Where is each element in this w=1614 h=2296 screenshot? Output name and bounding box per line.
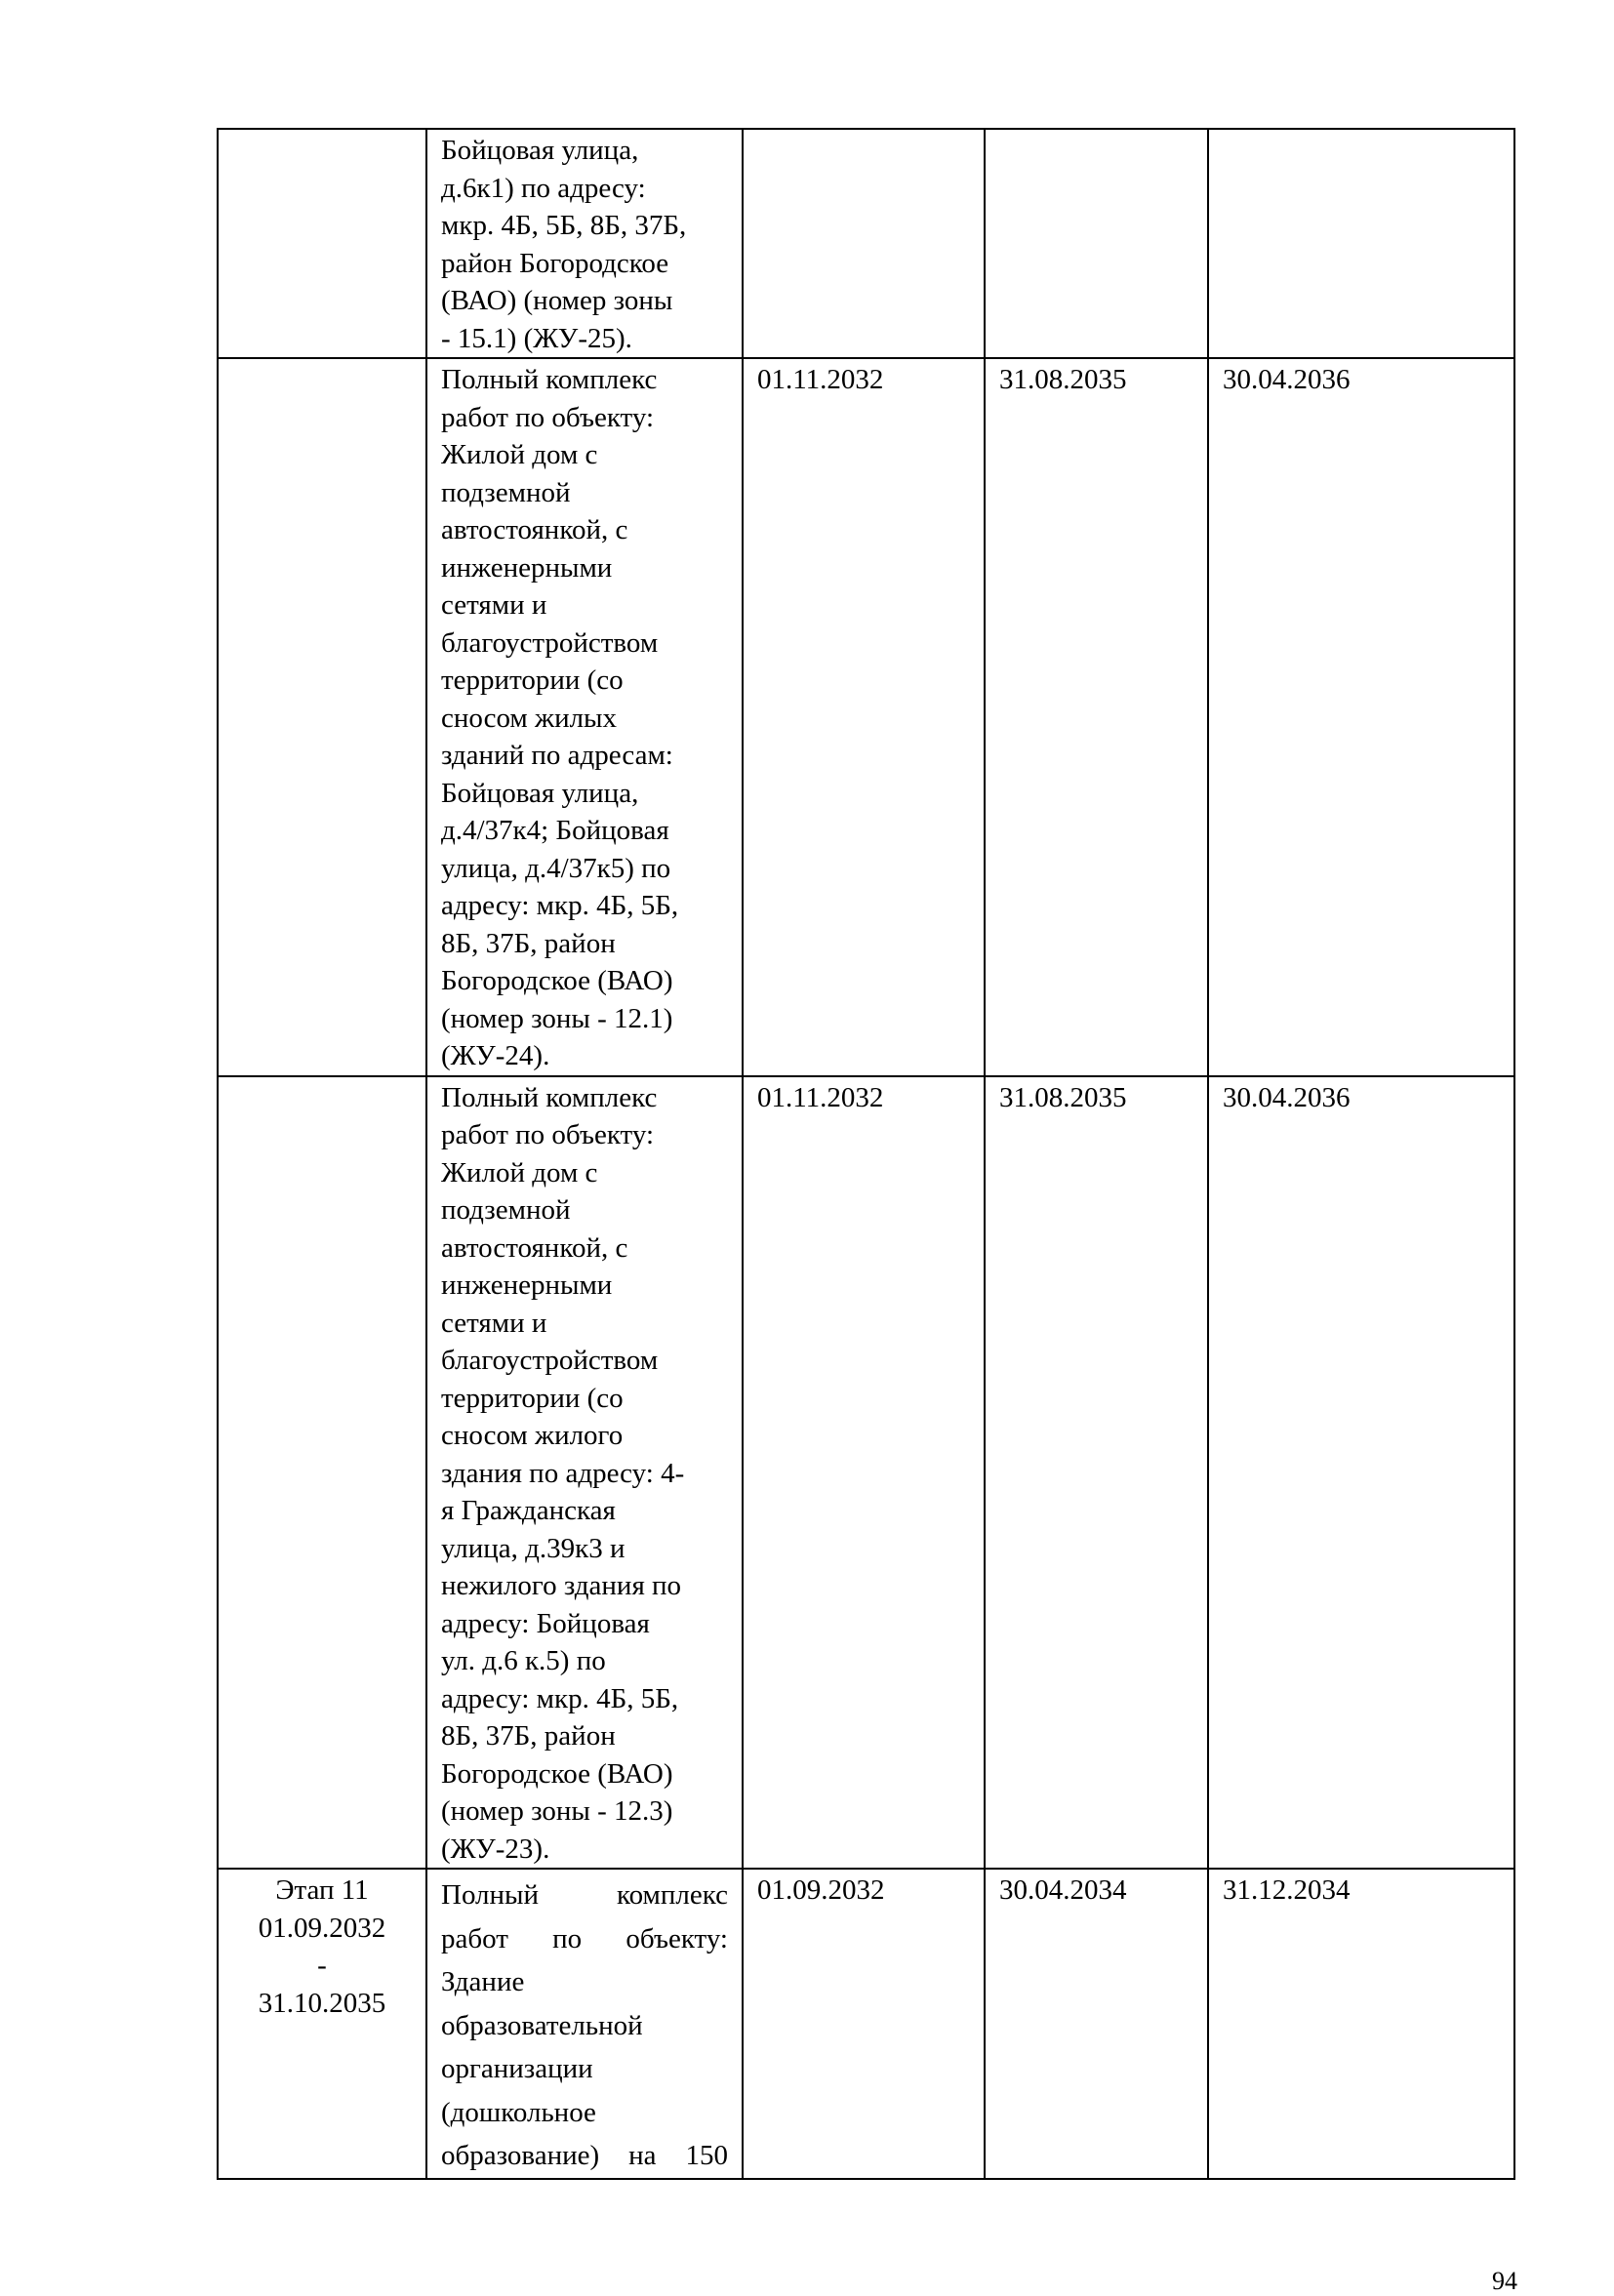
date-end-cell: 30.04.2034 xyxy=(985,1869,1208,2179)
date-start-cell xyxy=(743,129,985,358)
table-row xyxy=(218,358,1514,1076)
table-row xyxy=(218,1869,1514,2179)
date-commission-cell xyxy=(1208,129,1514,358)
description-justified xyxy=(427,1870,742,2178)
date-end-cell: 31.08.2035 xyxy=(985,358,1208,1076)
date-start-cell: 01.11.2032 xyxy=(743,358,985,1076)
date-commission-cell: 31.12.2034 xyxy=(1208,1869,1514,2179)
description-cell: Полный комплекс работ по объекту: Жилой дом с подземной автостоянкой, с инженерными сетями и благоустройством территории (со сносом жилого здания по адресу: 4- я Гражданская улица, д.39к3 и нежилого здания по адресу: Бойцовая ул. д.6 к.5) по адресу: мкр. 4Б, 5Б, 8Б, 37Б, район Богородское (ВАО) (номер зоны - 12.3) (ЖУ-23). xyxy=(426,1076,743,1870)
description-cell: Полный комплекс работ по объекту: Жилой дом с подземной автостоянкой, с инженерными сетями и благоустройством территории (со сносом жилых зданий по адресам: Бойцовая улица, д.4/37к4; Бойцовая улица, д.4/37к5) по адресу: мкр. 4Б, 5Б, 8Б, 37Б, район Богородское (ВАО) (номер зоны - 12.1) (ЖУ-24). xyxy=(426,358,743,1076)
stage-cell: Этап 11 01.09.2032 - 31.10.2035 xyxy=(218,1869,426,2179)
date-end-cell xyxy=(985,129,1208,358)
description-line: Здание xyxy=(441,1966,525,1997)
page-number: 94 xyxy=(1492,2267,1517,2295)
date-start-cell: 01.09.2032 xyxy=(743,1869,985,2179)
description-cell: Бойцовая улица, д.6к1) по адресу: мкр. 4Б, 5Б, 8Б, 37Б, район Богородское (ВАО) (номер зоны - 15.1) (ЖУ-25). xyxy=(426,129,743,358)
description-line: образование) на 150 xyxy=(441,2140,728,2171)
stage-cell xyxy=(218,1076,426,1870)
description-line: организации xyxy=(441,2053,593,2084)
stage-cell xyxy=(218,358,426,1076)
date-commission-cell: 30.04.2036 xyxy=(1208,1076,1514,1870)
description-cell xyxy=(426,1869,743,2179)
schedule-table xyxy=(217,128,1515,2180)
description-line: Полный комплекс xyxy=(441,1879,728,1911)
table-row xyxy=(218,129,1514,358)
stage-cell xyxy=(218,129,426,358)
date-start-cell: 01.11.2032 xyxy=(743,1076,985,1870)
description-line: образовательной xyxy=(441,2009,643,2041)
date-commission-cell: 30.04.2036 xyxy=(1208,358,1514,1076)
date-end-cell: 31.08.2035 xyxy=(985,1076,1208,1870)
table-row xyxy=(218,1076,1514,1870)
description-line: (дошкольное xyxy=(441,2096,596,2128)
description-line: работ по объекту: xyxy=(441,1922,728,1954)
